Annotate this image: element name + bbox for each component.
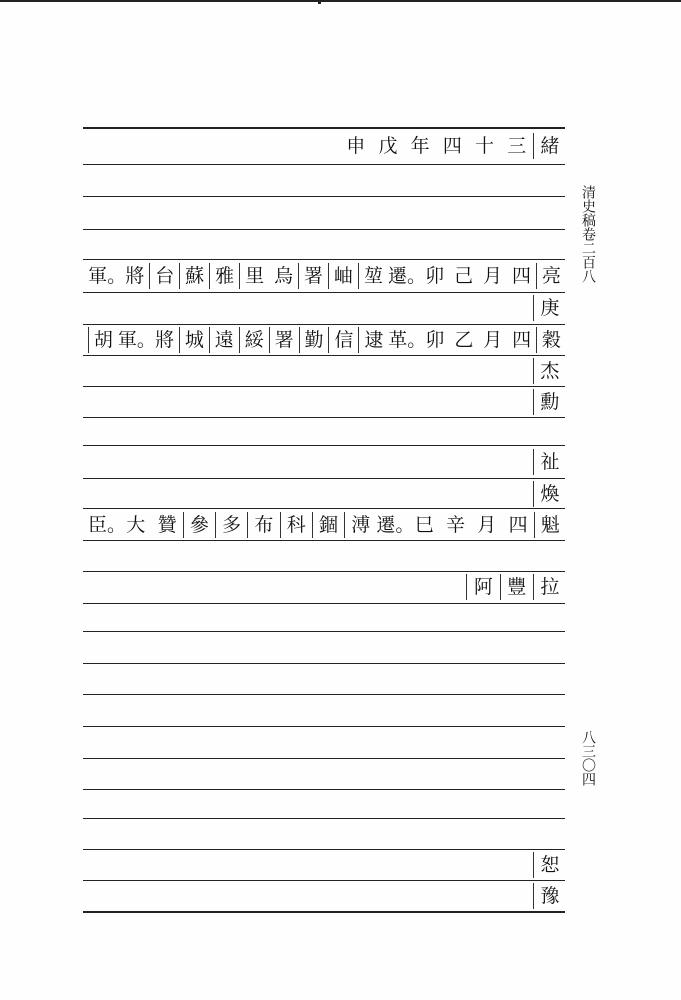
table-row [88,510,566,540]
table-cell: 亮 [536,263,566,289]
table-rule [83,694,565,695]
table-cell: 四 [442,135,462,157]
table-rule [83,164,565,165]
table-cell: 臣。 [87,514,126,536]
table-cell: 四 [512,265,532,287]
table-rule [83,540,565,541]
table-cell: 魁 [534,512,566,538]
table-cell: 卯 [425,329,445,351]
table-cell: 岫 [328,263,358,289]
table-cell: 遷。 [387,265,426,287]
table-rule [83,229,565,230]
table-cell: 四 [508,514,528,536]
table-rule [83,726,565,727]
table-cell: 卯 [425,265,445,287]
table-cell: 城 [179,327,209,353]
table-cell: 十 [475,135,495,157]
table-cell: 己 [454,265,474,287]
table-cell: 錮 [312,512,344,538]
table-cell: 贊 [157,514,177,536]
table-cell: 將 [125,265,145,287]
table-cell: 遷。 [376,514,415,536]
table-rule [83,818,565,819]
table-rule [83,127,565,129]
top-edge-line [0,0,681,2]
table-cell: 多 [215,512,247,538]
table-cell: 戊 [378,135,398,157]
table-cell: 穀 [536,327,566,353]
table-row [88,387,566,417]
table-rule [83,196,565,197]
table-rule [83,445,565,446]
table-cell: 庚 [533,295,566,321]
table-rule [83,663,565,664]
table-cell: 將 [154,329,174,351]
table-cell: 署 [298,263,328,289]
table-row [88,356,566,386]
table-cell: 台 [149,263,179,289]
table-cell: 拉 [533,574,566,600]
table-cell: 參 [183,512,215,538]
table-rule [83,259,565,260]
table-cell: 恕 [533,852,566,878]
table-cell: 革。 [388,329,427,351]
table-cell: 軍。 [88,265,127,287]
top-mark [318,0,321,4]
table-cell: 科 [280,512,312,538]
table-row [88,479,566,509]
table-cell: 月 [483,329,503,351]
table-cell: 里 [239,263,269,289]
table-cell: 逮 [358,327,388,353]
table-cell: 祉 [533,449,566,475]
table-cell: 煥 [533,481,566,507]
table-cell: 勤 [299,327,329,353]
table-cell: 乙 [454,329,474,351]
page-number: 八三〇四 [580,730,596,786]
table-row [88,325,566,355]
table-rule [83,911,565,913]
table-rule [83,417,565,418]
table-row [88,572,566,602]
table-cell: 申 [346,135,366,157]
table-rule [83,789,565,790]
table-cell: 三 [507,135,527,157]
table-cell: 豐 [500,574,533,600]
table-cell: 辛 [446,514,466,536]
table-row [88,881,566,911]
table-row [88,850,566,880]
table-cell: 阿 [466,574,499,600]
table-cell: 勳 [533,389,566,415]
table-row [88,131,566,161]
table-cell: 豫 [533,883,566,909]
running-title: 清史稿卷二百八 [580,185,596,283]
table-cell: 大 [126,514,146,536]
table-row [88,293,566,323]
table-rule [83,603,565,604]
table-cell: 遠 [209,327,239,353]
table-cell: 溥 [344,512,376,538]
table-cell: 烏 [274,265,294,287]
table-cell: 年 [410,135,430,157]
table-rule [83,631,565,632]
table-row [88,261,566,291]
table-row [88,447,566,477]
table-cell: 月 [477,514,497,536]
table-cell: 綏 [239,327,269,353]
table-rule [83,758,565,759]
table-cell: 四 [512,329,532,351]
table-cell: 胡 [88,327,118,353]
table-cell: 蘇 [179,263,209,289]
table-cell: 布 [247,512,279,538]
table-cell: 雅 [209,263,239,289]
table-cell: 堃 [358,263,388,289]
table-cell: 月 [483,265,503,287]
table-cell: 信 [328,327,358,353]
table-cell: 署 [269,327,299,353]
table-cell: 巳 [414,514,434,536]
table-cell: 杰 [533,358,566,384]
table-cell: 緒 [533,133,566,159]
table-cell: 軍。 [117,329,156,351]
